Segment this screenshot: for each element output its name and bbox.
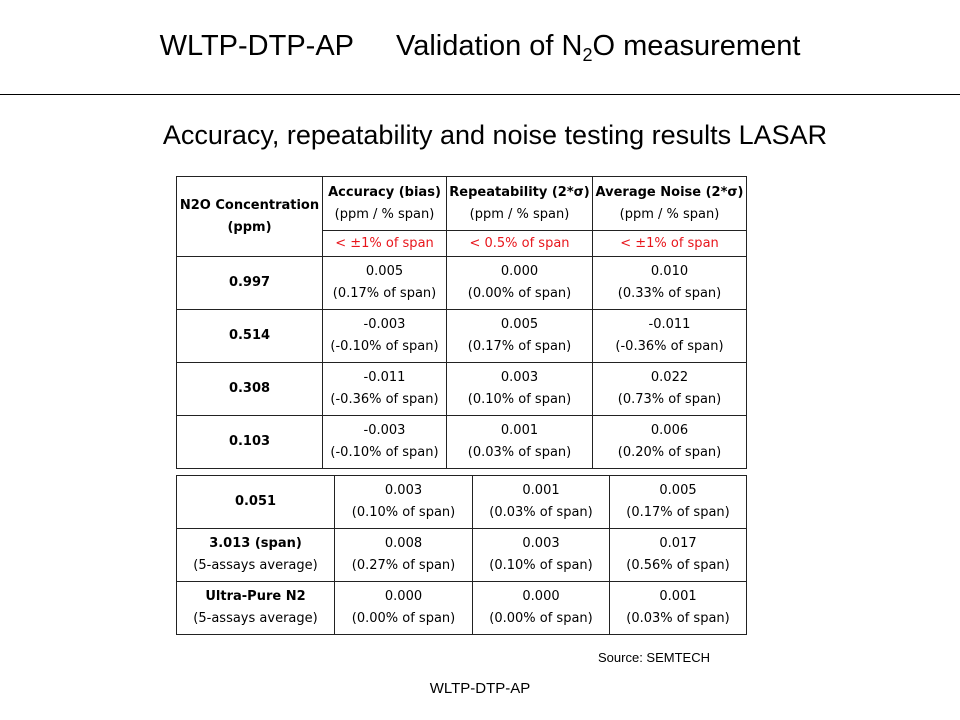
cell-repeatability: 0.000 (0.00% of span) bbox=[447, 257, 593, 310]
cell-accuracy: 0.005 (0.17% of span) bbox=[323, 257, 447, 310]
cell-repeatability: 0.001 (0.03% of span) bbox=[473, 476, 610, 529]
table-row bbox=[177, 310, 747, 363]
cell-noise: 0.006 (0.20% of span) bbox=[593, 416, 747, 469]
cell-noise: 0.022 (0.73% of span) bbox=[593, 363, 747, 416]
row-concentration: 0.051 bbox=[177, 476, 335, 529]
table-row bbox=[177, 257, 747, 310]
cell-accuracy: -0.011 (-0.36% of span) bbox=[323, 363, 447, 416]
header-concentration: N2O Concentration (ppm) bbox=[177, 177, 323, 257]
slide-title-right: Validation of $N_2O$ measurement bbox=[396, 30, 801, 65]
source-note: Source: SEMTECH bbox=[598, 650, 710, 665]
row-concentration: Ultra-Pure N2 (5-assays average) bbox=[177, 582, 335, 635]
header-repeatability: Repeatability (2*σ) (ppm / % span) bbox=[447, 177, 593, 231]
results-table-top bbox=[176, 176, 747, 469]
slide-title-left: WLTP-DTP-AP bbox=[159, 30, 354, 62]
cell-repeatability: 0.001 (0.03% of span) bbox=[447, 416, 593, 469]
row-concentration: 3.013 (span) (5-assays average) bbox=[177, 529, 335, 582]
cell-accuracy: 0.000 (0.00% of span) bbox=[335, 582, 473, 635]
cell-noise: 0.001 (0.03% of span) bbox=[610, 582, 747, 635]
row-concentration: 0.308 bbox=[177, 363, 323, 416]
cell-repeatability: 0.000 (0.00% of span) bbox=[473, 582, 610, 635]
table-row bbox=[177, 416, 747, 469]
title-divider bbox=[0, 94, 960, 95]
row-concentration: 0.514 bbox=[177, 310, 323, 363]
cell-noise: 0.010 (0.33% of span) bbox=[593, 257, 747, 310]
slide-title bbox=[0, 30, 960, 63]
cell-noise: -0.011 (-0.36% of span) bbox=[593, 310, 747, 363]
cell-repeatability: 0.005 (0.17% of span) bbox=[447, 310, 593, 363]
table-row bbox=[177, 582, 747, 635]
cell-noise: 0.017 (0.56% of span) bbox=[610, 529, 747, 582]
cell-accuracy: 0.008 (0.27% of span) bbox=[335, 529, 473, 582]
cell-accuracy: -0.003 (-0.10% of span) bbox=[323, 416, 447, 469]
results-table-bottom bbox=[176, 475, 747, 635]
cell-repeatability: 0.003 (0.10% of span) bbox=[473, 529, 610, 582]
criterion-noise: < ±1% of span bbox=[593, 231, 747, 257]
header-accuracy: Accuracy (bias) (ppm / % span) bbox=[323, 177, 447, 231]
table-row bbox=[177, 529, 747, 582]
cell-noise: 0.005 (0.17% of span) bbox=[610, 476, 747, 529]
row-concentration: 0.103 bbox=[177, 416, 323, 469]
row-concentration: 0.997 bbox=[177, 257, 323, 310]
criterion-accuracy: < ±1% of span bbox=[323, 231, 447, 257]
slide-footer: WLTP-DTP-AP bbox=[429, 680, 531, 697]
table-row bbox=[177, 476, 747, 529]
cell-accuracy: 0.003 (0.10% of span) bbox=[335, 476, 473, 529]
criterion-repeatability: < 0.5% of span bbox=[447, 231, 593, 257]
cell-accuracy: -0.003 (-0.10% of span) bbox=[323, 310, 447, 363]
slide-subtitle: Accuracy, repeatability and noise testing results LASAR bbox=[162, 120, 828, 150]
cell-repeatability: 0.003 (0.10% of span) bbox=[447, 363, 593, 416]
header-noise: Average Noise (2*σ) (ppm / % span) bbox=[593, 177, 747, 231]
table-row bbox=[177, 363, 747, 416]
